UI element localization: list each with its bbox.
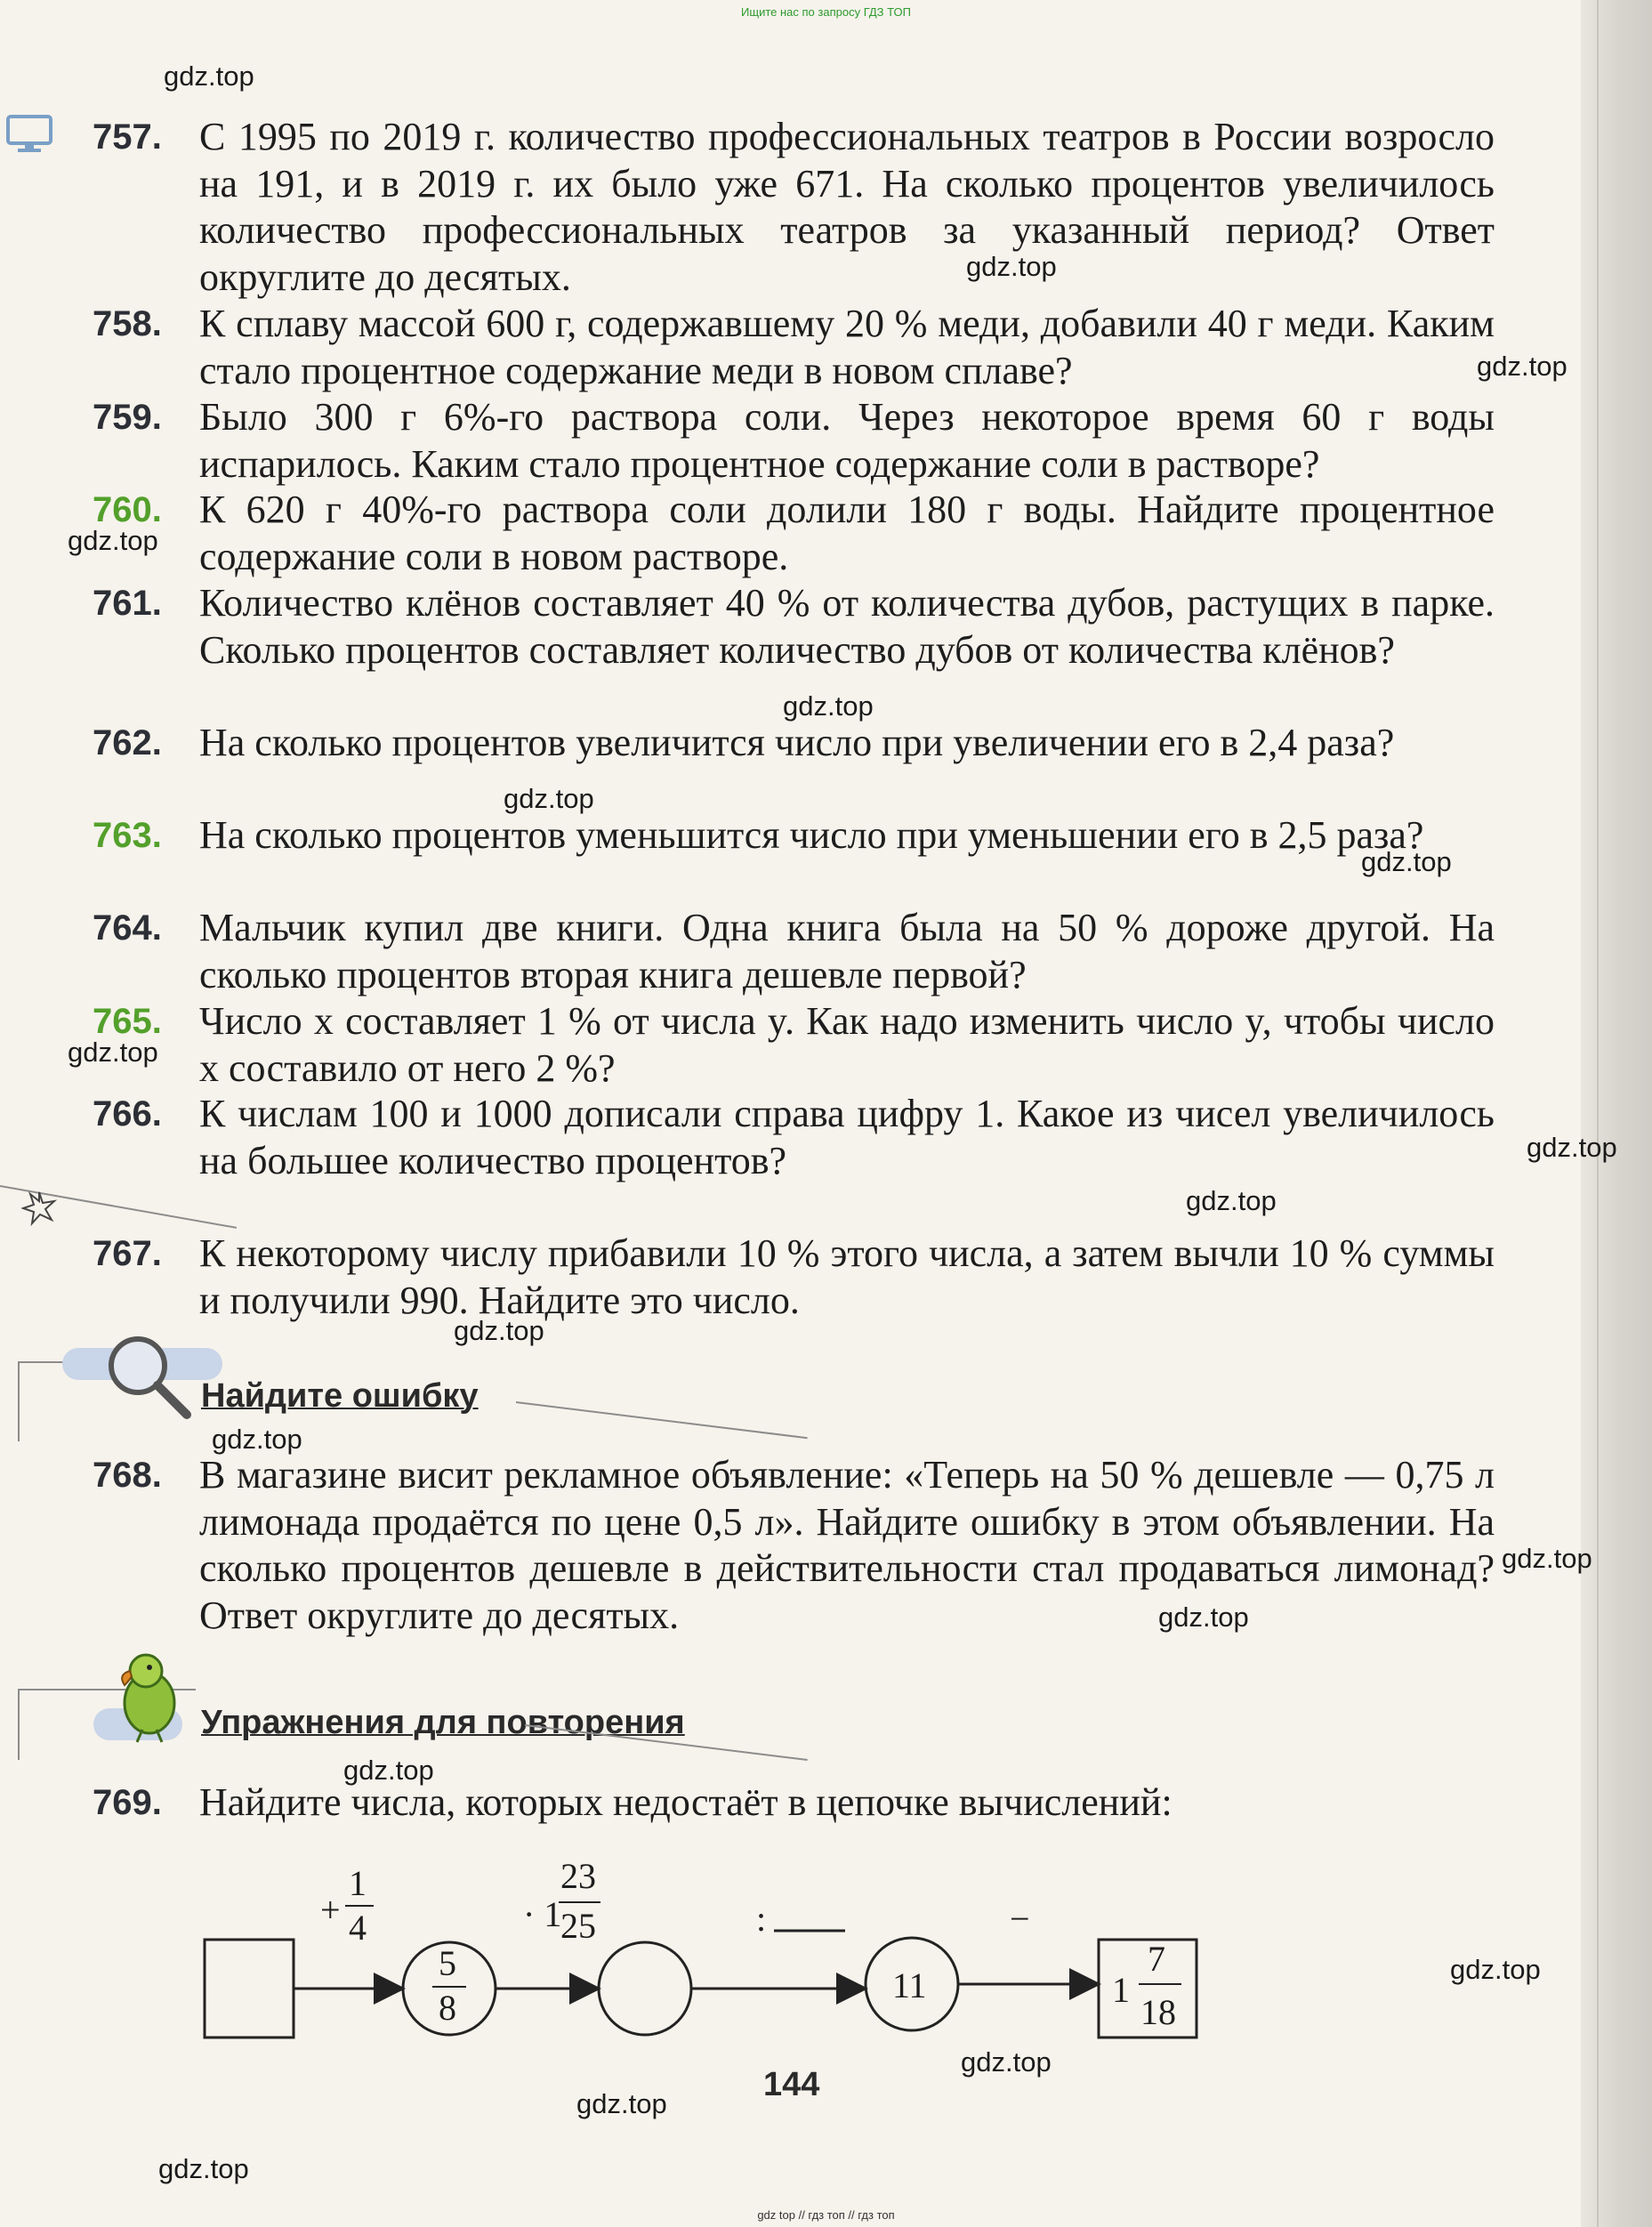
op1-sign: + bbox=[320, 1890, 341, 1930]
page-spine-edge bbox=[1597, 0, 1599, 2227]
op3-sign: : bbox=[756, 1899, 767, 1939]
watermark: gdz.top bbox=[783, 690, 874, 722]
result-whole: 1 bbox=[1112, 1970, 1130, 2010]
page-spine bbox=[1581, 0, 1652, 2227]
op1-num: 1 bbox=[349, 1863, 367, 1903]
problem-765 bbox=[93, 998, 1495, 1092]
problem-number: 757. bbox=[93, 117, 162, 157]
circle1-den: 8 bbox=[439, 1988, 456, 2028]
section-title-review: Упражнения для повторения bbox=[201, 1704, 685, 1741]
problem-768 bbox=[93, 1452, 1495, 1639]
problem-text: Найдите числа, которых недостаёт в цепочке вычислений: bbox=[199, 1780, 1173, 1824]
problem-number: 767. bbox=[93, 1234, 162, 1273]
problem-number: 759. bbox=[93, 398, 162, 437]
problem-text: В магазине висит рекламное объявление: «Теперь на 50 % дешевле — 0,75 л лимонада продаётся по цене 0,5 л». Найдите ошибку в этом объявлении. На сколько процентов дешевле в действительности стал продаваться лимонад? Ответ округлите до десятых. bbox=[199, 1453, 1495, 1637]
page-number: 144 bbox=[763, 2066, 820, 2103]
result-num: 7 bbox=[1148, 1939, 1165, 1979]
magnifier-icon bbox=[98, 1326, 196, 1424]
problem-text: Число x составляет 1 % от числа y. Как надо изменить число y, чтобы число x составило от него 2 %? bbox=[199, 999, 1495, 1090]
problem-number: 760. bbox=[93, 490, 162, 529]
watermark: gdz.top bbox=[1186, 1185, 1277, 1216]
problem-text: На сколько процентов уменьшится число при уменьшении его в 2,5 раза? bbox=[199, 813, 1424, 857]
problem-number: 768. bbox=[93, 1456, 162, 1495]
problem-769 bbox=[93, 1779, 1495, 1827]
watermark: gdz.top bbox=[1361, 846, 1452, 877]
circle-box-2 bbox=[599, 1942, 691, 2035]
problem-number: 765. bbox=[93, 1002, 162, 1041]
circle3-value: 11 bbox=[892, 1965, 927, 2005]
op2-sign: · 1 bbox=[523, 1894, 562, 1934]
problem-767 bbox=[93, 1230, 1495, 1324]
problem-764 bbox=[93, 905, 1495, 998]
watermark: gdz.top bbox=[164, 61, 254, 92]
watermark: gdz.top bbox=[343, 1755, 434, 1786]
problem-758 bbox=[93, 301, 1495, 394]
watermark: gdz.top bbox=[68, 525, 158, 556]
section-divider-vertical bbox=[18, 1361, 20, 1441]
watermark: gdz.top bbox=[212, 1424, 302, 1455]
header-note: Ищите нас по запросу ГДЗ ТОП bbox=[741, 5, 911, 19]
op4-sign: − bbox=[1010, 1899, 1030, 1939]
problem-text: К некоторому числу прибавили 10 % этого числа, а затем вычли 10 % суммы и получили 990. Найдите это число. bbox=[199, 1231, 1495, 1322]
watermark: gdz.top bbox=[504, 783, 594, 814]
result-den: 18 bbox=[1140, 1992, 1176, 2032]
watermark: gdz.top bbox=[1527, 1132, 1617, 1163]
watermark: gdz.top bbox=[1502, 1543, 1592, 1574]
problem-number: 764. bbox=[93, 908, 162, 948]
watermark: gdz.top bbox=[966, 251, 1057, 282]
watermark: gdz.top bbox=[576, 2088, 667, 2119]
problem-text: Было 300 г 6%-го раствора соли. Через некоторое время 60 г воды испарилось. Каким стало процентное содержание соли в растворе? bbox=[199, 395, 1495, 486]
problem-757 bbox=[93, 114, 1495, 301]
watermark: gdz.top bbox=[1450, 1954, 1541, 1985]
op2-num: 23 bbox=[560, 1856, 596, 1896]
section-divider-vertical bbox=[18, 1689, 20, 1760]
watermark: gdz.top bbox=[1477, 351, 1567, 382]
problem-number: 766. bbox=[93, 1094, 162, 1134]
watermark: gdz.top bbox=[454, 1315, 544, 1346]
problem-761 bbox=[93, 580, 1495, 674]
problem-766 bbox=[93, 1091, 1495, 1184]
op1-den: 4 bbox=[349, 1908, 367, 1948]
problem-762 bbox=[93, 720, 1495, 767]
problem-text: К сплаву массой 600 г, содержавшему 20 % меди, добавили 40 г меди. Каким стало процентное содержание меди в новом сплаве? bbox=[199, 302, 1495, 392]
star-icon bbox=[21, 1190, 57, 1226]
problem-text: Количество клёнов составляет 40 % от количества дубов, растущих в парке. Сколько процентов составляет количество дубов от количества клёнов? bbox=[199, 581, 1495, 672]
parrot-icon bbox=[107, 1648, 187, 1746]
problem-number: 762. bbox=[93, 723, 162, 763]
problem-763 bbox=[93, 812, 1495, 859]
watermark: gdz.top bbox=[961, 2046, 1052, 2078]
section-divider bbox=[516, 1401, 808, 1439]
monitor-icon bbox=[5, 114, 53, 153]
problem-number: 758. bbox=[93, 304, 162, 343]
circle1-num: 5 bbox=[439, 1943, 456, 1983]
problem-number: 761. bbox=[93, 584, 162, 623]
start-box bbox=[205, 1940, 294, 2037]
watermark: gdz.top bbox=[1158, 1602, 1249, 1633]
op2-den: 25 bbox=[560, 1906, 596, 1946]
problem-text: На сколько процентов увеличится число при увеличении его в 2,4 раза? bbox=[199, 721, 1395, 764]
problem-text: С 1995 по 2019 г. количество профессиональных театров в России возросло на 191, и в 2019 г. их было уже 671. На сколько процентов увеличилось количество профессиональных театров за указанный период? Ответ округлите до десятых. bbox=[199, 115, 1495, 299]
section-title-find-error: Найдите ошибку bbox=[201, 1377, 479, 1415]
problem-text: К 620 г 40%-го раствора соли долили 180 г воды. Найдите процентное содержание соли в новом растворе. bbox=[199, 488, 1495, 578]
calculation-chain bbox=[196, 1842, 1228, 2055]
problem-760 bbox=[93, 487, 1495, 580]
footer-note: gdz top // гдз топ // гдз топ bbox=[757, 2208, 895, 2222]
watermark: gdz.top bbox=[158, 2153, 249, 2184]
problem-text: Мальчик купил две книги. Одна книга была на 50 % дороже другой. На сколько процентов вторая книга дешевле первой? bbox=[199, 906, 1495, 997]
problem-number: 763. bbox=[93, 816, 162, 855]
problem-759 bbox=[93, 394, 1495, 488]
problem-text: К числам 100 и 1000 дописали справа цифру 1. Какое из чисел увеличилось на большее количество процентов? bbox=[199, 1092, 1495, 1182]
problem-number: 769. bbox=[93, 1783, 162, 1822]
watermark: gdz.top bbox=[68, 1037, 158, 1068]
